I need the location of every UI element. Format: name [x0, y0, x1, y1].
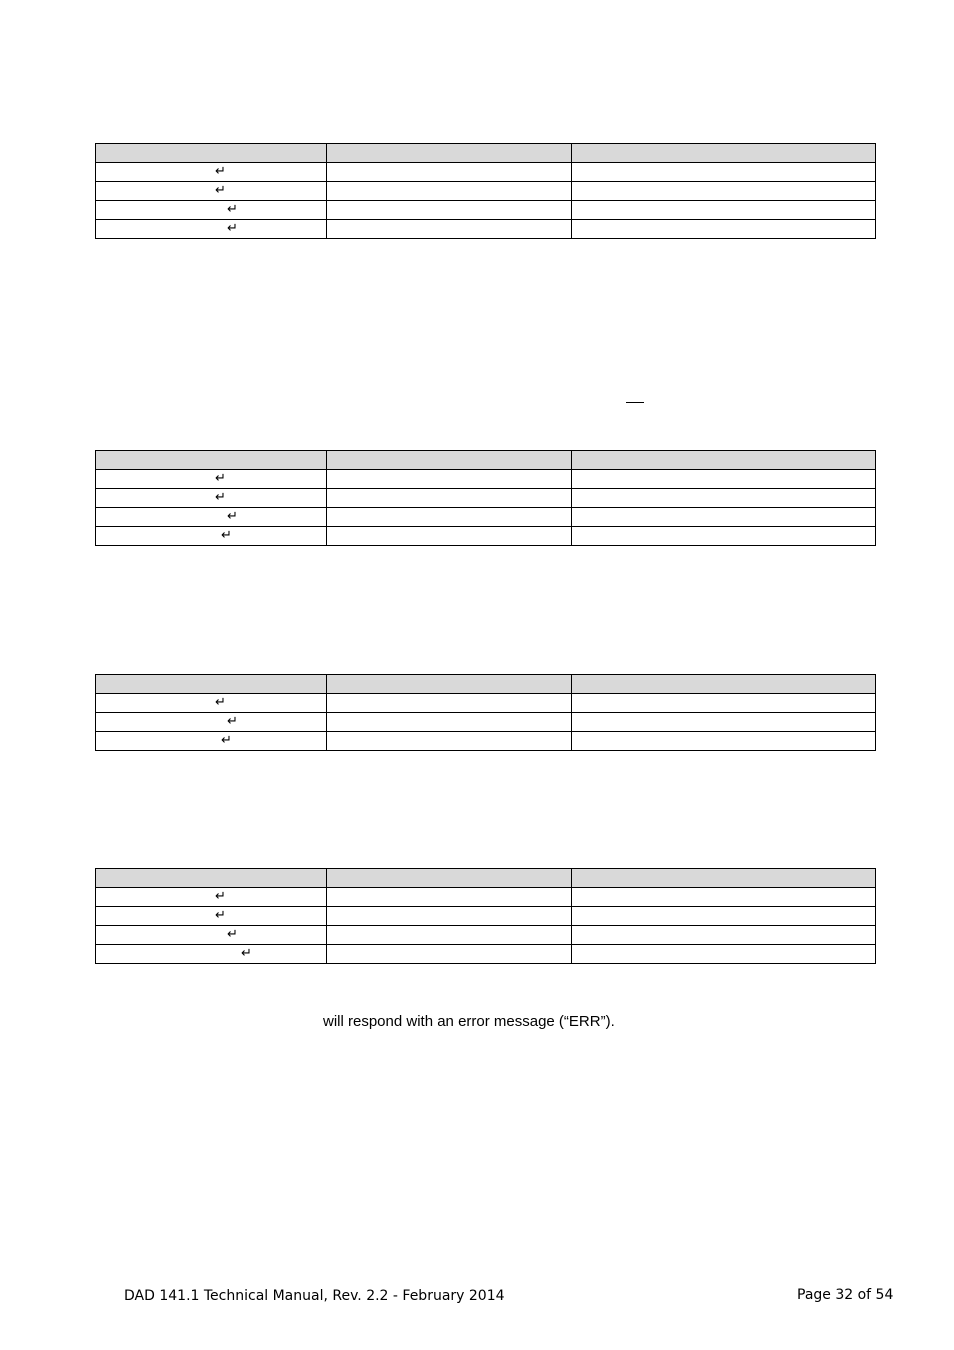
table-row	[96, 163, 876, 182]
return-key-icon: ↵	[227, 927, 238, 942]
table-row	[96, 694, 876, 713]
table-row	[96, 182, 876, 201]
table-header-row	[96, 451, 876, 470]
table-row	[96, 888, 876, 907]
table-header-row	[96, 675, 876, 694]
table-row	[96, 508, 876, 527]
table-row	[96, 926, 876, 945]
command-table-2	[95, 450, 876, 546]
footer-document-title: DAD 141.1 Technical Manual, Rev. 2.2 - February 2014	[124, 1288, 505, 1304]
table-row	[96, 201, 876, 220]
table-row	[96, 732, 876, 751]
table-row	[96, 713, 876, 732]
error-response-text: will respond with an error message (“ERR”).	[323, 1013, 615, 1030]
command-table-3	[95, 674, 876, 751]
command-table-4	[95, 868, 876, 964]
footer-page-number: Page 32 of 54	[797, 1287, 894, 1303]
return-key-icon: ↵	[221, 733, 232, 748]
return-key-icon: ↵	[227, 202, 238, 217]
command-table-1	[95, 143, 876, 239]
table-row	[96, 945, 876, 964]
table-row	[96, 489, 876, 508]
return-key-icon: ↵	[227, 221, 238, 236]
table-header-row	[96, 869, 876, 888]
return-key-icon: ↵	[215, 695, 226, 710]
table-header-row	[96, 144, 876, 163]
return-key-icon: ↵	[227, 714, 238, 729]
return-key-icon: ↵	[215, 908, 226, 923]
return-key-icon: ↵	[227, 509, 238, 524]
table-row	[96, 220, 876, 239]
return-key-icon: ↵	[215, 183, 226, 198]
return-key-icon: ↵	[241, 946, 252, 961]
return-key-icon: ↵	[215, 471, 226, 486]
return-key-icon: ↵	[221, 528, 232, 543]
underline-mark	[626, 402, 644, 403]
table-row	[96, 907, 876, 926]
return-key-icon: ↵	[215, 490, 226, 505]
return-key-icon: ↵	[215, 889, 226, 904]
table-row	[96, 470, 876, 489]
return-key-icon: ↵	[215, 164, 226, 179]
table-row	[96, 527, 876, 546]
